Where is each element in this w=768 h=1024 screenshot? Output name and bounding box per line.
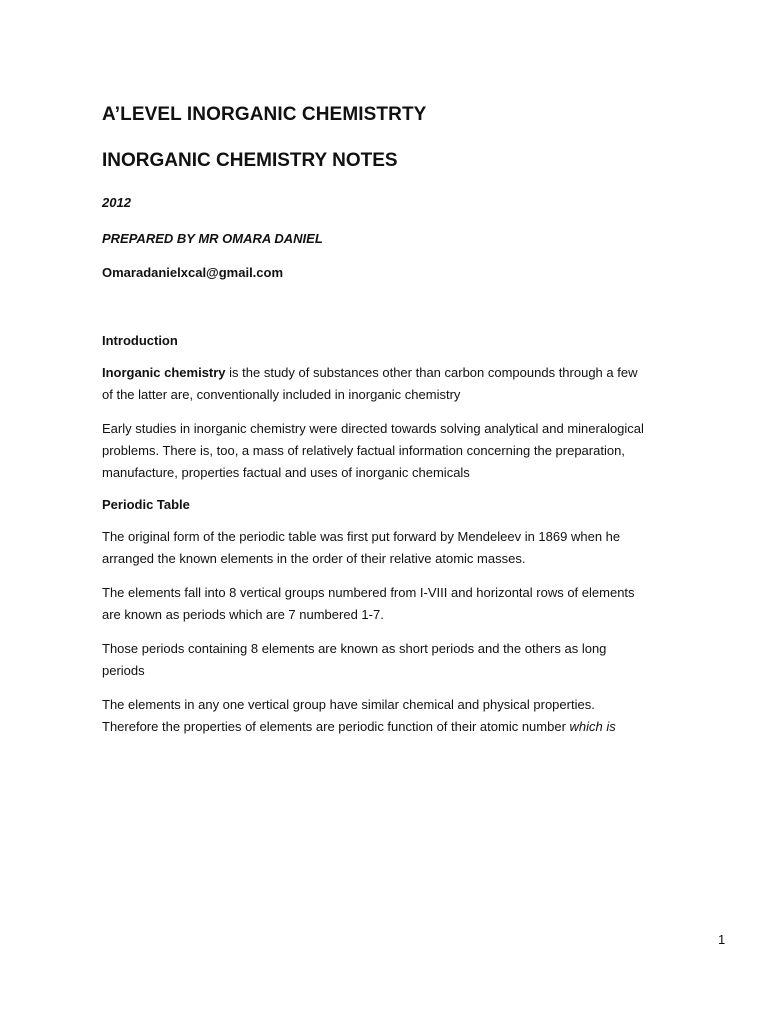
document-title: A’LEVEL INORGANIC CHEMISTRTY [102, 104, 427, 125]
paragraph-line: The original form of the periodic table was first put forward by Mendeleev in 1869 when he [102, 529, 621, 544]
line-text: Therefore the properties of elements are periodic function of their atomic number [102, 719, 570, 734]
periodic-paragraph-3 [102, 638, 702, 682]
introduction-heading: Introduction [102, 333, 178, 348]
document-subtitle: INORGANIC CHEMISTRY NOTES [102, 150, 398, 171]
periodic-paragraph-2 [102, 582, 702, 626]
introduction-paragraph-1 [102, 362, 702, 406]
paragraph-line: periods [102, 663, 145, 678]
paragraph-line: of the latter are, conventionally included in inorganic chemistry [102, 387, 461, 402]
page-content [102, 100, 702, 738]
paragraph-line: Early studies in inorganic chemistry were directed towards solving analytical and mineralogical [102, 421, 644, 436]
paragraph-line: manufacture, properties factual and uses of inorganic chemicals [102, 465, 470, 480]
author-email: Omaradanielxcal@gmail.com [102, 265, 284, 280]
bold-term: Inorganic chemistry [102, 365, 226, 380]
paragraph-line: Those periods containing 8 elements are known as short periods and the others as long [102, 641, 607, 656]
periodic-paragraph-1 [102, 526, 702, 570]
page-number: 1 [718, 932, 726, 947]
paragraph-line: The elements in any one vertical group have similar chemical and physical properties. [102, 697, 595, 712]
document-year: 2012 [102, 195, 131, 210]
paragraph-line: are known as periods which are 7 numbered 1-7. [102, 607, 384, 622]
paragraph-line: The elements fall into 8 vertical groups numbered from I-VIII and horizontal rows of elements [102, 585, 635, 600]
paragraph-line [102, 362, 702, 384]
italic-text: which is [569, 719, 616, 734]
paragraph-line: problems. There is, too, a mass of relatively factual information concerning the preparation, [102, 443, 625, 458]
introduction-paragraph-2 [102, 418, 702, 484]
paragraph-line [102, 716, 702, 738]
periodic-table-heading: Periodic Table [102, 497, 190, 512]
periodic-paragraph-4 [102, 694, 702, 738]
line-text: is the study of substances other than carbon compounds through a few [225, 365, 638, 380]
document-author: PREPARED BY MR OMARA DANIEL [102, 231, 323, 246]
paragraph-line: arranged the known elements in the order of their relative atomic masses. [102, 551, 526, 566]
